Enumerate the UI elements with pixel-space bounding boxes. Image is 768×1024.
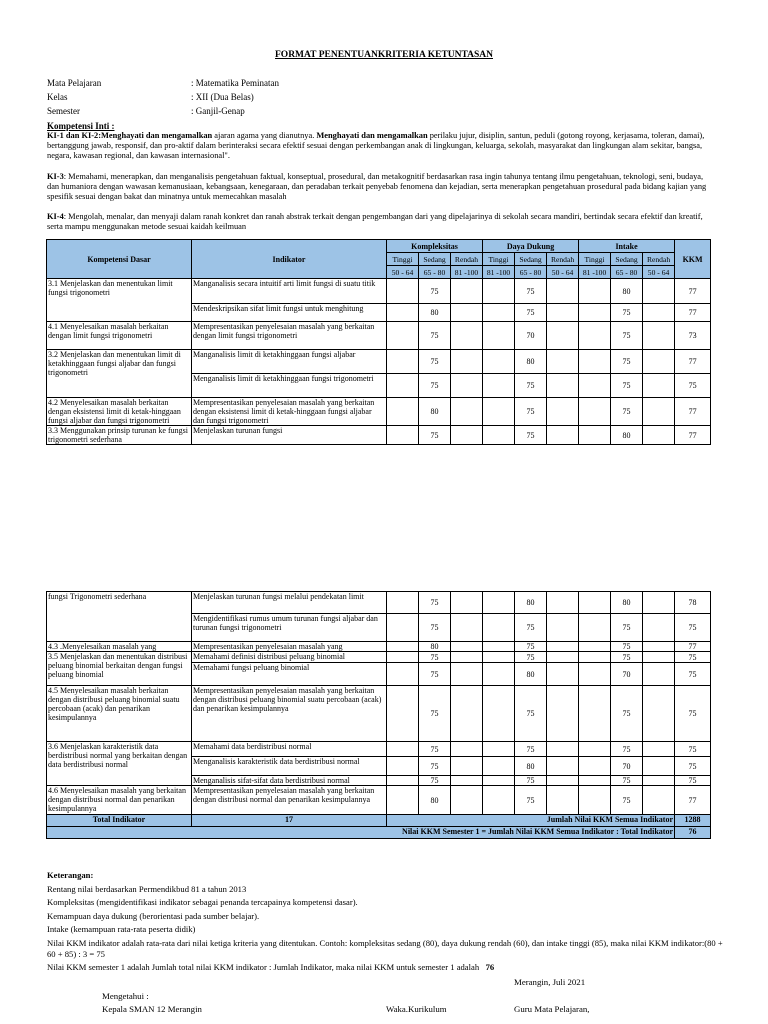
kompleksitas-tinggi-cell bbox=[387, 786, 419, 815]
meta-value: : XII (Dua Belas) bbox=[191, 92, 254, 102]
header-sub-tinggi: Tinggi bbox=[579, 253, 611, 266]
ki12-bold-2: Menghayati dan mengamalkan bbox=[316, 131, 428, 140]
intake-sedang-cell: 75 bbox=[611, 642, 643, 652]
intake-rendah-cell bbox=[643, 686, 675, 742]
daya-rendah-cell bbox=[547, 776, 579, 786]
kompleksitas-rendah-cell bbox=[451, 614, 483, 642]
ki-3-paragraph bbox=[47, 172, 712, 202]
kkm-value-cell: 73 bbox=[675, 322, 711, 350]
kompleksitas-rendah-cell bbox=[451, 304, 483, 322]
indikator-cell: Memahami definisi distribusi peluang binomial bbox=[192, 652, 387, 663]
notes-heading: Keterangan: bbox=[47, 870, 94, 880]
ki3-lead: KI-3 bbox=[47, 172, 64, 181]
header-sub-sedang: Sedang bbox=[419, 253, 451, 266]
intake-rendah-cell bbox=[643, 374, 675, 398]
note-line: Nilai KKM indikator adalah rata-rata dari nilai ketiga kriteria yang ditentukan. Contoh: kompleksitas sedang (80), daya dukung rendah (60), dan intake tinggi (85), maka nilai KKM indikator:(80 + 60 + 85) : 3 = 75 bbox=[47, 937, 723, 959]
table-row bbox=[47, 350, 711, 374]
kkm-value-cell: 75 bbox=[675, 663, 711, 686]
header-kkm: KKM bbox=[675, 240, 711, 279]
kkm-value-cell: 77 bbox=[675, 426, 711, 445]
kompleksitas-rendah-cell bbox=[451, 786, 483, 815]
kompleksitas-tinggi-cell bbox=[387, 426, 419, 445]
indikator-cell: Manganalisis limit di ketakhinggaan fungsi aljabar bbox=[192, 350, 387, 374]
intake-rendah-cell bbox=[643, 350, 675, 374]
intake-rendah-cell bbox=[643, 742, 675, 757]
indikator-cell: Mempresentasikan penyelesaian masalah yang bbox=[192, 642, 387, 652]
daya-sedang-cell: 75 bbox=[515, 776, 547, 786]
table-row bbox=[47, 742, 711, 757]
kkm-table-page-1 bbox=[46, 239, 711, 445]
intake-sedang-cell: 75 bbox=[611, 398, 643, 426]
place-date: Merangin, Juli 2021 bbox=[514, 977, 586, 987]
indikator-cell: Mempresentasikan penyelesaian masalah yang berkaitan dengan limit fungsi trigonometri bbox=[192, 322, 387, 350]
daya-rendah-cell bbox=[547, 663, 579, 686]
daya-rendah-cell bbox=[547, 279, 579, 304]
note-semester-text: Nilai KKM semester 1 adalah Jumlah total nilai KKM indikator : Jumlah Indikator, maka nilai KKM untuk semester 1 adalah bbox=[47, 962, 480, 972]
waka-kurikulum-label: Waka.Kurikulum bbox=[386, 1004, 447, 1014]
kkm-value-cell: 75 bbox=[675, 614, 711, 642]
kompleksitas-tinggi-cell bbox=[387, 350, 419, 374]
kkm-value-cell: 77 bbox=[675, 786, 711, 815]
indikator-cell: Memahami data berdistribusi normal bbox=[192, 742, 387, 757]
total-indikator-count: 17 bbox=[192, 815, 387, 827]
daya-sedang-cell: 80 bbox=[515, 757, 547, 776]
kompleksitas-sedang-cell: 80 bbox=[419, 398, 451, 426]
daya-rendah-cell bbox=[547, 757, 579, 776]
intake-tinggi-cell bbox=[579, 374, 611, 398]
kompetensi-dasar-cell: 3.5 Menjelaskan dan menentukan distribusi peluang binomial berkaitan dengan fungsi peluang binomial bbox=[47, 652, 192, 686]
daya-sedang-cell: 75 bbox=[515, 304, 547, 322]
nilai-kkm-semester-label: Nilai KKM Semester 1 = Jumlah Nilai KKM Semua Indikator : Total Indikator bbox=[47, 827, 675, 839]
kompetensi-dasar-cell: 4.2 Menyelesaikan masalah berkaitan dengan eksistensi limit di ketak-hinggaan fungsi aljabar dan fungsi trigonometri bbox=[47, 398, 192, 426]
table-row bbox=[47, 426, 711, 445]
intake-sedang-cell: 75 bbox=[611, 786, 643, 815]
kompleksitas-sedang-cell: 75 bbox=[419, 426, 451, 445]
daya-rendah-cell bbox=[547, 350, 579, 374]
kepala-sekolah-label: Kepala SMAN 12 Merangin bbox=[102, 1004, 202, 1014]
kkm-value-cell: 77 bbox=[675, 350, 711, 374]
kompetensi-dasar-cell: 4.3 .Menyelesaikan masalah yang bbox=[47, 642, 192, 652]
note-semester-line bbox=[47, 962, 727, 973]
intake-rendah-cell bbox=[643, 426, 675, 445]
header-sub-rendah: Rendah bbox=[547, 253, 579, 266]
note-line: Kemampuan daya dukung (berorientasi pada sumber belajar). bbox=[47, 910, 260, 921]
notes-block bbox=[47, 870, 727, 976]
kompleksitas-rendah-cell bbox=[451, 374, 483, 398]
header-kompleksitas: Kompleksitas bbox=[387, 240, 483, 253]
kompleksitas-sedang-cell: 75 bbox=[419, 652, 451, 663]
kompleksitas-tinggi-cell bbox=[387, 652, 419, 663]
intake-rendah-cell bbox=[643, 663, 675, 686]
daya-sedang-cell: 75 bbox=[515, 374, 547, 398]
kompleksitas-tinggi-cell bbox=[387, 642, 419, 652]
table-row bbox=[47, 786, 711, 815]
intake-tinggi-cell bbox=[579, 279, 611, 304]
intake-tinggi-cell bbox=[579, 776, 611, 786]
intake-rendah-cell bbox=[643, 757, 675, 776]
kompleksitas-tinggi-cell bbox=[387, 374, 419, 398]
kompleksitas-tinggi-cell bbox=[387, 757, 419, 776]
daya-rendah-cell bbox=[547, 322, 579, 350]
intake-sedang-cell: 75 bbox=[611, 686, 643, 742]
daya-rendah-cell bbox=[547, 786, 579, 815]
daya-tinggi-cell bbox=[483, 642, 515, 652]
header-kompetensi-dasar: Kompetensi Dasar bbox=[47, 240, 192, 279]
intake-tinggi-cell bbox=[579, 304, 611, 322]
kompetensi-dasar-cell: 3.2 Menjelaskan dan menentukan limit di ketakhinggaan fungsi aljabar dan fungsi trigonometri bbox=[47, 350, 192, 398]
kkm-value-cell: 75 bbox=[675, 757, 711, 776]
intake-rendah-cell bbox=[643, 652, 675, 663]
kkm-value-cell: 77 bbox=[675, 279, 711, 304]
daya-rendah-cell bbox=[547, 374, 579, 398]
header-range: 50 - 64 bbox=[387, 266, 419, 279]
ki4-text: : Mengolah, menalar, dan menyaji dalam ranah konkret dan ranah abstrak terkait dengan pengembangan dari yang dipelajarinya di sekolah secara mandiri, bertindak secara efektif dan kreatif, serta mampu menggunakan metode sesuai kaidah keilmuan bbox=[47, 212, 703, 231]
daya-sedang-cell: 80 bbox=[515, 592, 547, 614]
kompleksitas-sedang-cell: 80 bbox=[419, 642, 451, 652]
header-range: 65 - 80 bbox=[611, 266, 643, 279]
kompetensi-dasar-cell: fungsi Trigonometri sederhana bbox=[47, 592, 192, 642]
header-indikator: Indikator bbox=[192, 240, 387, 279]
jumlah-nilai-label: Jumlah Nilai KKM Semua Indikator bbox=[387, 815, 675, 827]
intake-rendah-cell bbox=[643, 592, 675, 614]
intake-rendah-cell bbox=[643, 279, 675, 304]
intake-rendah-cell bbox=[643, 642, 675, 652]
daya-rendah-cell bbox=[547, 686, 579, 742]
kkm-value-cell: 78 bbox=[675, 592, 711, 614]
kkm-value-cell: 75 bbox=[675, 776, 711, 786]
kkm-value-cell: 77 bbox=[675, 642, 711, 652]
header-sub-sedang: Sedang bbox=[515, 253, 547, 266]
ki12-text-1: ajaran agama yang dianutnya. bbox=[212, 131, 317, 140]
indikator-cell: Mempresentasikan penyelesaian masalah yang berkaitan dengan distribusi peluang binomial suatu percobaan (acak) dan penarikan kesimpulannya bbox=[192, 686, 387, 742]
indikator-cell: Manganalisis secara intuitif arti limit fungsi di suatu titik bbox=[192, 279, 387, 304]
guru-mapel-label: Guru Mata Pelajaran, bbox=[514, 1004, 590, 1014]
indikator-cell: Mendeskripsikan sifat limit fungsi untuk menghitung bbox=[192, 304, 387, 322]
daya-tinggi-cell bbox=[483, 398, 515, 426]
daya-sedang-cell: 80 bbox=[515, 350, 547, 374]
kompleksitas-tinggi-cell bbox=[387, 742, 419, 757]
daya-tinggi-cell bbox=[483, 757, 515, 776]
intake-tinggi-cell bbox=[579, 642, 611, 652]
intake-sedang-cell: 75 bbox=[611, 374, 643, 398]
daya-sedang-cell: 75 bbox=[515, 642, 547, 652]
ki-1-2-paragraph bbox=[47, 131, 712, 161]
kompleksitas-sedang-cell: 75 bbox=[419, 350, 451, 374]
header-daya-dukung: Daya Dukung bbox=[483, 240, 579, 253]
document-title: FORMAT PENENTUANKRITERIA KETUNTASAN bbox=[275, 50, 493, 60]
kompetensi-dasar-cell: 4.6 Menyelesaikan masalah yang berkaitan dengan distribusi normal dan penarikan kesimpulannya bbox=[47, 786, 192, 815]
kompleksitas-tinggi-cell bbox=[387, 686, 419, 742]
kkm-value-cell: 77 bbox=[675, 398, 711, 426]
kkm-value-cell: 77 bbox=[675, 304, 711, 322]
note-semester-value: 76 bbox=[485, 962, 495, 972]
daya-tinggi-cell bbox=[483, 304, 515, 322]
kompleksitas-sedang-cell: 75 bbox=[419, 592, 451, 614]
daya-rendah-cell bbox=[547, 642, 579, 652]
daya-sedang-cell: 75 bbox=[515, 652, 547, 663]
intake-sedang-cell: 80 bbox=[611, 279, 643, 304]
intake-tinggi-cell bbox=[579, 398, 611, 426]
ki12-bold-1: Menghayati dan mengamalkan bbox=[100, 131, 213, 140]
header-intake: Intake bbox=[579, 240, 675, 253]
indikator-cell: Memahami fungsi peluang binomial bbox=[192, 663, 387, 686]
daya-tinggi-cell bbox=[483, 776, 515, 786]
header-range: 81 -100 bbox=[579, 266, 611, 279]
intake-tinggi-cell bbox=[579, 350, 611, 374]
daya-tinggi-cell bbox=[483, 279, 515, 304]
intake-tinggi-cell bbox=[579, 742, 611, 757]
kompleksitas-rendah-cell bbox=[451, 663, 483, 686]
intake-sedang-cell: 80 bbox=[611, 426, 643, 445]
header-sub-tinggi: Tinggi bbox=[483, 253, 515, 266]
note-line: Intake (kemampuan rata-rata peserta didik) bbox=[47, 924, 196, 934]
daya-sedang-cell: 80 bbox=[515, 663, 547, 686]
jumlah-nilai-value: 1288 bbox=[675, 815, 711, 827]
intake-sedang-cell: 75 bbox=[611, 614, 643, 642]
intake-tinggi-cell bbox=[579, 322, 611, 350]
indikator-cell: Mengidentifikasi rumus umum turunan fungsi aljabar dan turunan fungsi trigonometri bbox=[192, 614, 387, 642]
daya-tinggi-cell bbox=[483, 614, 515, 642]
kkm-value-cell: 75 bbox=[675, 374, 711, 398]
daya-sedang-cell: 75 bbox=[515, 426, 547, 445]
kompleksitas-sedang-cell: 75 bbox=[419, 614, 451, 642]
kompleksitas-tinggi-cell bbox=[387, 663, 419, 686]
daya-tinggi-cell bbox=[483, 663, 515, 686]
ki4-lead: KI-4 bbox=[47, 212, 64, 221]
daya-sedang-cell: 75 bbox=[515, 398, 547, 426]
kompleksitas-rendah-cell bbox=[451, 776, 483, 786]
intake-rendah-cell bbox=[643, 304, 675, 322]
intake-rendah-cell bbox=[643, 776, 675, 786]
daya-sedang-cell: 75 bbox=[515, 786, 547, 815]
daya-sedang-cell: 75 bbox=[515, 614, 547, 642]
daya-tinggi-cell bbox=[483, 426, 515, 445]
header-range: 81 -100 bbox=[451, 266, 483, 279]
header-range: 65 - 80 bbox=[419, 266, 451, 279]
meta-label: Mata Pelajaran bbox=[47, 78, 102, 88]
kompleksitas-tinggi-cell bbox=[387, 592, 419, 614]
header-range: 50 - 64 bbox=[547, 266, 579, 279]
kompleksitas-sedang-cell: 75 bbox=[419, 374, 451, 398]
intake-rendah-cell bbox=[643, 322, 675, 350]
kompleksitas-tinggi-cell bbox=[387, 398, 419, 426]
intake-tinggi-cell bbox=[579, 757, 611, 776]
table-row bbox=[47, 652, 711, 663]
intake-tinggi-cell bbox=[579, 686, 611, 742]
daya-rendah-cell bbox=[547, 742, 579, 757]
daya-rendah-cell bbox=[547, 614, 579, 642]
kompleksitas-rendah-cell bbox=[451, 350, 483, 374]
header-range: 65 - 80 bbox=[515, 266, 547, 279]
indikator-cell: Menganalisis karakteristik data berdistribusi normal bbox=[192, 757, 387, 776]
kkm-table-page-2 bbox=[46, 591, 711, 839]
kompleksitas-tinggi-cell bbox=[387, 304, 419, 322]
ki12-text-2: perilaku jujur, disiplin, santun, peduli (gotong royong, kerjasama, toleran, damai), bertanggung jawab, responsif, dan pro-aktif dalam berinteraksi secara efektif sesuai dengan perkembangan anak di lingkungan, keluarga, sekolah, masyarakat dan lingkungan alam sekitar, bangsa, negara, kawasan regional, dan kawasan internasional". bbox=[47, 131, 705, 160]
indikator-cell: Mempresentasikan penyelesaian masalah yang berkaitan dengan eksistensi limit di ketak-hinggaan fungsi aljabar dan fungsi trigonometri bbox=[192, 398, 387, 426]
intake-sedang-cell: 80 bbox=[611, 592, 643, 614]
daya-sedang-cell: 70 bbox=[515, 322, 547, 350]
daya-tinggi-cell bbox=[483, 350, 515, 374]
daya-rendah-cell bbox=[547, 426, 579, 445]
kompleksitas-rendah-cell bbox=[451, 398, 483, 426]
kompleksitas-rendah-cell bbox=[451, 426, 483, 445]
indikator-cell: Mempresentasikan penyelesaian masalah yang berkaitan dengan distribusi normal dan penarikan kesimpulannya bbox=[192, 786, 387, 815]
kkm-value-cell: 75 bbox=[675, 742, 711, 757]
note-line: Kompleksitas (mengidentifikasi indikator sebagai penanda tercapainya kompetensi dasar). bbox=[47, 897, 358, 907]
kompleksitas-rendah-cell bbox=[451, 322, 483, 350]
indikator-cell: Menjelaskan turunan fungsi bbox=[192, 426, 387, 445]
daya-rendah-cell bbox=[547, 304, 579, 322]
daya-tinggi-cell bbox=[483, 592, 515, 614]
kompetensi-dasar-cell: 3.1 Menjelaskan dan menentukan limit fungsi trigonometri bbox=[47, 279, 192, 322]
kompleksitas-rendah-cell bbox=[451, 642, 483, 652]
table-row bbox=[47, 279, 711, 304]
kompetensi-dasar-cell: 3.6 Menjelaskan karakteristik data berdistribusi normal yang berkaitan dengan data berdistribusi normal bbox=[47, 742, 192, 786]
note-line: Rentang nilai berdasarkan Permendikbud 81 a tahun 2013 bbox=[47, 883, 247, 894]
intake-sedang-cell: 75 bbox=[611, 776, 643, 786]
intake-tinggi-cell bbox=[579, 426, 611, 445]
kompleksitas-sedang-cell: 75 bbox=[419, 686, 451, 742]
kompleksitas-tinggi-cell bbox=[387, 322, 419, 350]
kompleksitas-sedang-cell: 75 bbox=[419, 776, 451, 786]
mengetahui-label: Mengetahui : bbox=[102, 991, 149, 1001]
daya-sedang-cell: 75 bbox=[515, 279, 547, 304]
indikator-cell: Menganalisis sifat-sifat data berdistribusi normal bbox=[192, 776, 387, 786]
intake-tinggi-cell bbox=[579, 652, 611, 663]
kompleksitas-sedang-cell: 75 bbox=[419, 279, 451, 304]
daya-tinggi-cell bbox=[483, 742, 515, 757]
kompetensi-dasar-cell: 3.3 Menggunakan prinsip turunan ke fungsi trigonometri sederhana bbox=[47, 426, 192, 445]
daya-tinggi-cell bbox=[483, 322, 515, 350]
intake-sedang-cell: 75 bbox=[611, 322, 643, 350]
intake-rendah-cell bbox=[643, 614, 675, 642]
daya-tinggi-cell bbox=[483, 652, 515, 663]
meta-label: Kelas bbox=[47, 92, 68, 102]
meta-label: Semester bbox=[47, 106, 80, 116]
daya-rendah-cell bbox=[547, 398, 579, 426]
header-sub-rendah: Rendah bbox=[643, 253, 675, 266]
kompetensi-dasar-cell: 4.1 Menyelesaikan masalah berkaitan dengan limit fungsi trigonometri bbox=[47, 322, 192, 350]
daya-tinggi-cell bbox=[483, 786, 515, 815]
header-sub-rendah: Rendah bbox=[451, 253, 483, 266]
kompleksitas-sedang-cell: 75 bbox=[419, 757, 451, 776]
header-sub-tinggi: Tinggi bbox=[387, 253, 419, 266]
kompleksitas-sedang-cell: 80 bbox=[419, 786, 451, 815]
header-range: 81 -100 bbox=[483, 266, 515, 279]
daya-sedang-cell: 75 bbox=[515, 742, 547, 757]
nilai-kkm-semester-value: 76 bbox=[675, 827, 711, 839]
kompleksitas-sedang-cell: 75 bbox=[419, 742, 451, 757]
header-range: 50 - 64 bbox=[643, 266, 675, 279]
kompleksitas-rendah-cell bbox=[451, 279, 483, 304]
intake-tinggi-cell bbox=[579, 592, 611, 614]
kompleksitas-rendah-cell bbox=[451, 652, 483, 663]
ki-4-paragraph bbox=[47, 212, 712, 232]
daya-rendah-cell bbox=[547, 652, 579, 663]
table-row bbox=[47, 642, 711, 652]
table-row bbox=[47, 322, 711, 350]
total-indikator-label: Total Indikator bbox=[47, 815, 192, 827]
intake-sedang-cell: 75 bbox=[611, 742, 643, 757]
kompleksitas-tinggi-cell bbox=[387, 614, 419, 642]
intake-sedang-cell: 70 bbox=[611, 663, 643, 686]
intake-rendah-cell bbox=[643, 398, 675, 426]
daya-sedang-cell: 75 bbox=[515, 686, 547, 742]
kompleksitas-rendah-cell bbox=[451, 686, 483, 742]
ki12-lead: KI-1 dan KI-2: bbox=[47, 131, 101, 140]
kompleksitas-sedang-cell: 75 bbox=[419, 322, 451, 350]
meta-value: : Ganjil-Genap bbox=[191, 106, 245, 116]
kkm-value-cell: 75 bbox=[675, 686, 711, 742]
intake-sedang-cell: 75 bbox=[611, 350, 643, 374]
header-sub-sedang: Sedang bbox=[611, 253, 643, 266]
intake-rendah-cell bbox=[643, 786, 675, 815]
ki3-text: : Memahami, menerapkan, dan menganalisis pengetahuan faktual, konseptual, prosedural, dan metakognitif berdasarkan rasa ingin tahunya tentang ilmu pengetahuan, teknologi, seni, budaya, dan humaniora dengan wawasan kemanusiaan, kebangsaan, kenegaraan, dan peradaban terkait penyebab fenomena dan kejadian, serta menerapkan pengetahuan prosedural pada bidang kajian yang spesifik sesuai dengan bakat dan minatnya untuk memecahkan masalah bbox=[47, 172, 707, 201]
intake-tinggi-cell bbox=[579, 786, 611, 815]
table-row bbox=[47, 592, 711, 614]
daya-rendah-cell bbox=[547, 592, 579, 614]
kompleksitas-tinggi-cell bbox=[387, 776, 419, 786]
intake-tinggi-cell bbox=[579, 614, 611, 642]
intake-sedang-cell: 75 bbox=[611, 652, 643, 663]
kompleksitas-rendah-cell bbox=[451, 757, 483, 776]
intake-sedang-cell: 70 bbox=[611, 757, 643, 776]
kompleksitas-rendah-cell bbox=[451, 592, 483, 614]
kompleksitas-tinggi-cell bbox=[387, 279, 419, 304]
kompleksitas-sedang-cell: 75 bbox=[419, 663, 451, 686]
meta-value: : Matematika Peminatan bbox=[191, 78, 279, 88]
daya-tinggi-cell bbox=[483, 374, 515, 398]
kkm-value-cell: 75 bbox=[675, 652, 711, 663]
indikator-cell: Menjelaskan turunan fungsi melalui pendekatan limit bbox=[192, 592, 387, 614]
daya-tinggi-cell bbox=[483, 686, 515, 742]
table-row bbox=[47, 398, 711, 426]
kompleksitas-sedang-cell: 80 bbox=[419, 304, 451, 322]
indikator-cell: Menganalisis limit di ketakhinggaan fungsi trigonometri bbox=[192, 374, 387, 398]
kompetensi-heading: Kompetensi Inti : bbox=[47, 121, 115, 131]
table-row bbox=[47, 686, 711, 742]
kompleksitas-rendah-cell bbox=[451, 742, 483, 757]
intake-sedang-cell: 75 bbox=[611, 304, 643, 322]
kompetensi-dasar-cell: 4.5 Menyelesaikan masalah berkaitan dengan distribusi peluang binomial suatu percobaan (acak) dan penarikan kesimpulannya bbox=[47, 686, 192, 742]
intake-tinggi-cell bbox=[579, 663, 611, 686]
